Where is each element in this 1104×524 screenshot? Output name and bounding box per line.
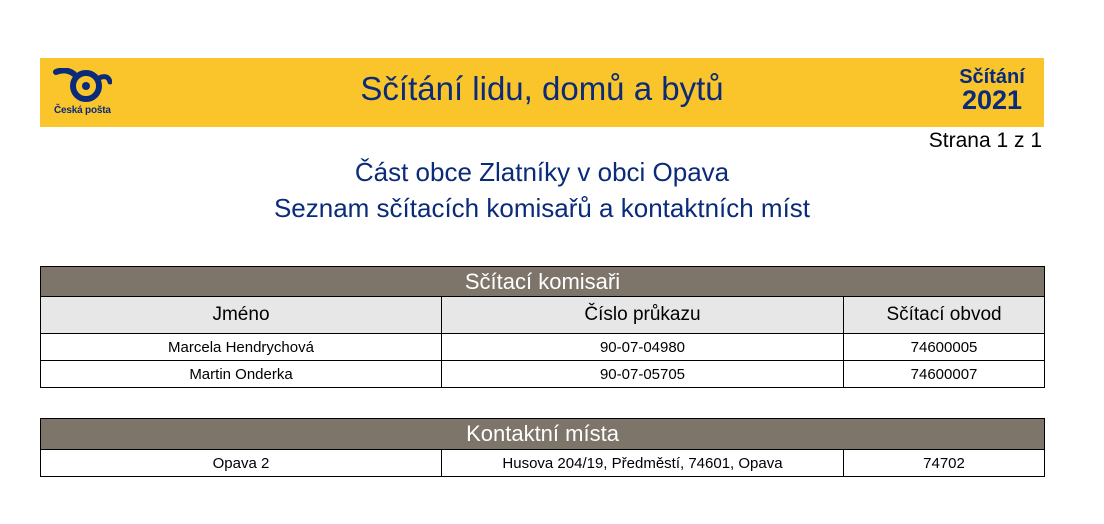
header-banner	[40, 58, 1044, 127]
scitani-2021-logo	[952, 67, 1032, 114]
column-header-name: Jméno	[41, 297, 442, 334]
subtitle-list: Seznam sčítacích komisařů a kontaktních míst	[273, 193, 811, 223]
commissioner-name: Martin Onderka	[41, 361, 442, 388]
column-header-row	[41, 297, 1045, 334]
scitani-logo-word: Sčítání	[959, 66, 1025, 88]
table-row	[41, 334, 1045, 361]
page-title: Sčítání lidu, domů a bytů	[360, 70, 724, 107]
commissioner-card-number: 90-07-05705	[442, 361, 844, 388]
contact-points-table	[40, 418, 1045, 477]
page-number: Strana 1 z 1	[928, 129, 1042, 152]
table-row	[41, 361, 1045, 388]
ceska-posta-label: Česká pošta	[54, 105, 111, 116]
commissioner-card-number: 90-07-04980	[442, 334, 844, 361]
commissioners-section-title: Sčítací komisaři	[41, 267, 1045, 297]
contact-points-section-title: Kontaktní místa	[41, 419, 1045, 450]
contact-point-code: 74702	[844, 450, 1045, 477]
column-header-district: Sčítací obvod	[844, 297, 1045, 334]
scitani-logo-year: 2021	[961, 85, 1023, 115]
commissioner-name: Marcela Hendrychová	[41, 334, 442, 361]
commissioners-table	[40, 266, 1045, 388]
contact-point-name: Opava 2	[41, 450, 442, 477]
subtitle-municipality: Část obce Zlatníky v obci Opava	[354, 157, 730, 187]
commissioner-district: 74600007	[844, 361, 1045, 388]
commissioner-district: 74600005	[844, 334, 1045, 361]
table-row	[41, 450, 1045, 477]
contact-point-address: Husova 204/19, Předměstí, 74601, Opava	[442, 450, 844, 477]
column-header-card-number: Číslo průkazu	[442, 297, 844, 334]
